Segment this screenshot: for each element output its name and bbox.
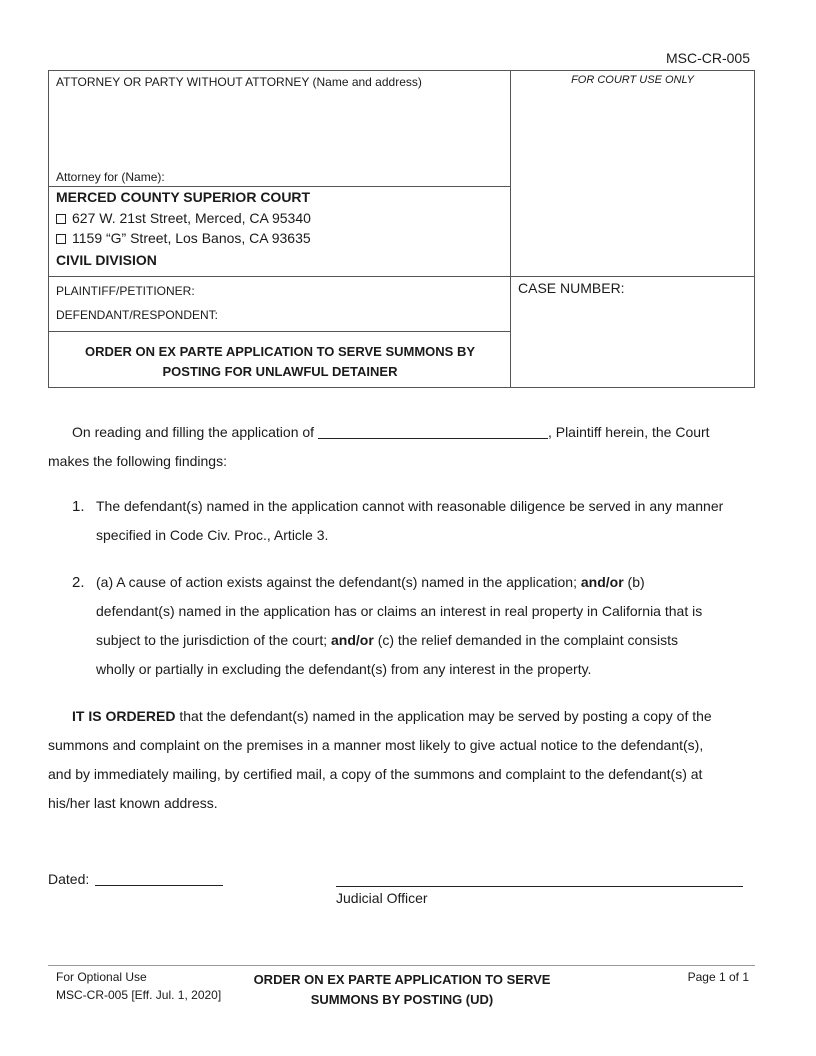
caption-divider-court [49,186,511,187]
finding1 [96,492,723,550]
order-line2: summons and complaint on the premises in a manner most likely to give actual notice to the defendant(s), [48,737,704,753]
caption-divider-title [49,331,511,332]
document-title-line2: POSTING FOR UNLAWFUL DETAINER [162,364,398,379]
caption-box [48,70,755,388]
finding2-line1-b: (b) [627,574,645,590]
dated-label: Dated: [48,871,90,887]
caption-divider-parties [49,276,754,277]
dated-row [48,871,223,887]
intro-line2: makes the following findings: [48,453,227,469]
intro-line1 [72,418,710,447]
order-line4: his/her last known address. [48,795,218,811]
intro-text-2: , Plaintiff herein, the Court [547,424,710,440]
court-use-label: FOR COURT USE ONLY [571,74,694,86]
finding1-line2: specified in Code Civ. Proc., Article 3. [96,527,329,543]
document-title-line1: ORDER ON EX PARTE APPLICATION TO SERVE SUMMONS BY [84,344,476,359]
finding2-line3-b: (c) the relief demanded in the complaint consists [377,632,679,648]
finding1-line1: The defendant(s) named in the application cannot with reasonable diligence be served in any manner [96,498,724,514]
footer-title-line2: SUMMONS BY POSTING (UD) [310,992,494,1007]
attorney-for-label: Attorney for (Name): [56,170,165,184]
footer-rule [48,965,755,966]
court-name: MERCED COUNTY SUPERIOR COURT [56,189,311,205]
defendant-label: DEFENDANT/RESPONDENT: [56,308,219,322]
case-number-label: CASE NUMBER: [518,280,625,296]
location-los-banos-label: 1159 “G” Street, Los Banos, CA 93635 [72,230,311,246]
judicial-officer-label: Judicial Officer [336,890,428,906]
finding2-number: 2. [72,574,85,591]
finding2-line2: defendant(s) named in the application has or claims an interest in real property in California that is [96,603,703,619]
checkbox-merced[interactable] [56,214,66,224]
footer-page-number: Page 1 of 1 [687,970,749,984]
order-bold: IT IS ORDERED [72,708,176,724]
finding2 [96,568,702,684]
location-merced[interactable] [56,210,311,226]
location-merced-label: 627 W. 21st Street, Merced, CA 95340 [72,210,311,226]
footer-form-revision: MSC-CR-005 [Eff. Jul. 1, 2020] [56,988,222,1002]
plaintiff-label: PLAINTIFF/PETITIONER: [56,284,195,298]
form-id: MSC-CR-005 [665,50,750,66]
order-line1-text: that the defendant(s) named in the application may be served by posting a copy of the [179,708,712,724]
finding2-line4: wholly or partially in excluding the defendant(s) from any interest in the property. [96,661,592,677]
footer-title [232,970,572,1010]
finding2-line3-a: subject to the jurisdiction of the court; [96,632,328,648]
document-title [49,342,511,382]
division-label: CIVIL DIVISION [56,252,157,268]
date-field[interactable] [95,871,223,886]
finding2-andor-1: and/or [580,574,624,590]
caption-divider-vertical [510,71,511,387]
attorney-label: ATTORNEY OR PARTY WITHOUT ATTORNEY (Name and address) [56,75,422,89]
finding1-number: 1. [72,498,85,515]
finding2-line1 [96,568,702,597]
order-line1 [48,702,768,731]
plaintiff-name-field[interactable] [318,424,548,439]
order-line3: and by immediately mailing, by certified mail, a copy of the summons and complaint to the defendant(s) at [48,766,703,782]
finding2-line1-a: (a) A cause of action exists against the defendant(s) named in the application; [96,574,577,590]
finding2-andor-2: and/or [331,632,374,648]
intro-text-1: On reading and filling the application of [72,424,315,440]
footer-optional-use: For Optional Use [56,970,147,984]
judicial-officer-signature-line[interactable] [336,886,743,887]
checkbox-los-banos[interactable] [56,234,66,244]
footer-title-line1: ORDER ON EX PARTE APPLICATION TO SERVE [253,972,551,987]
location-los-banos[interactable] [56,230,311,246]
order-paragraph [48,702,768,818]
finding2-line3 [96,626,702,655]
